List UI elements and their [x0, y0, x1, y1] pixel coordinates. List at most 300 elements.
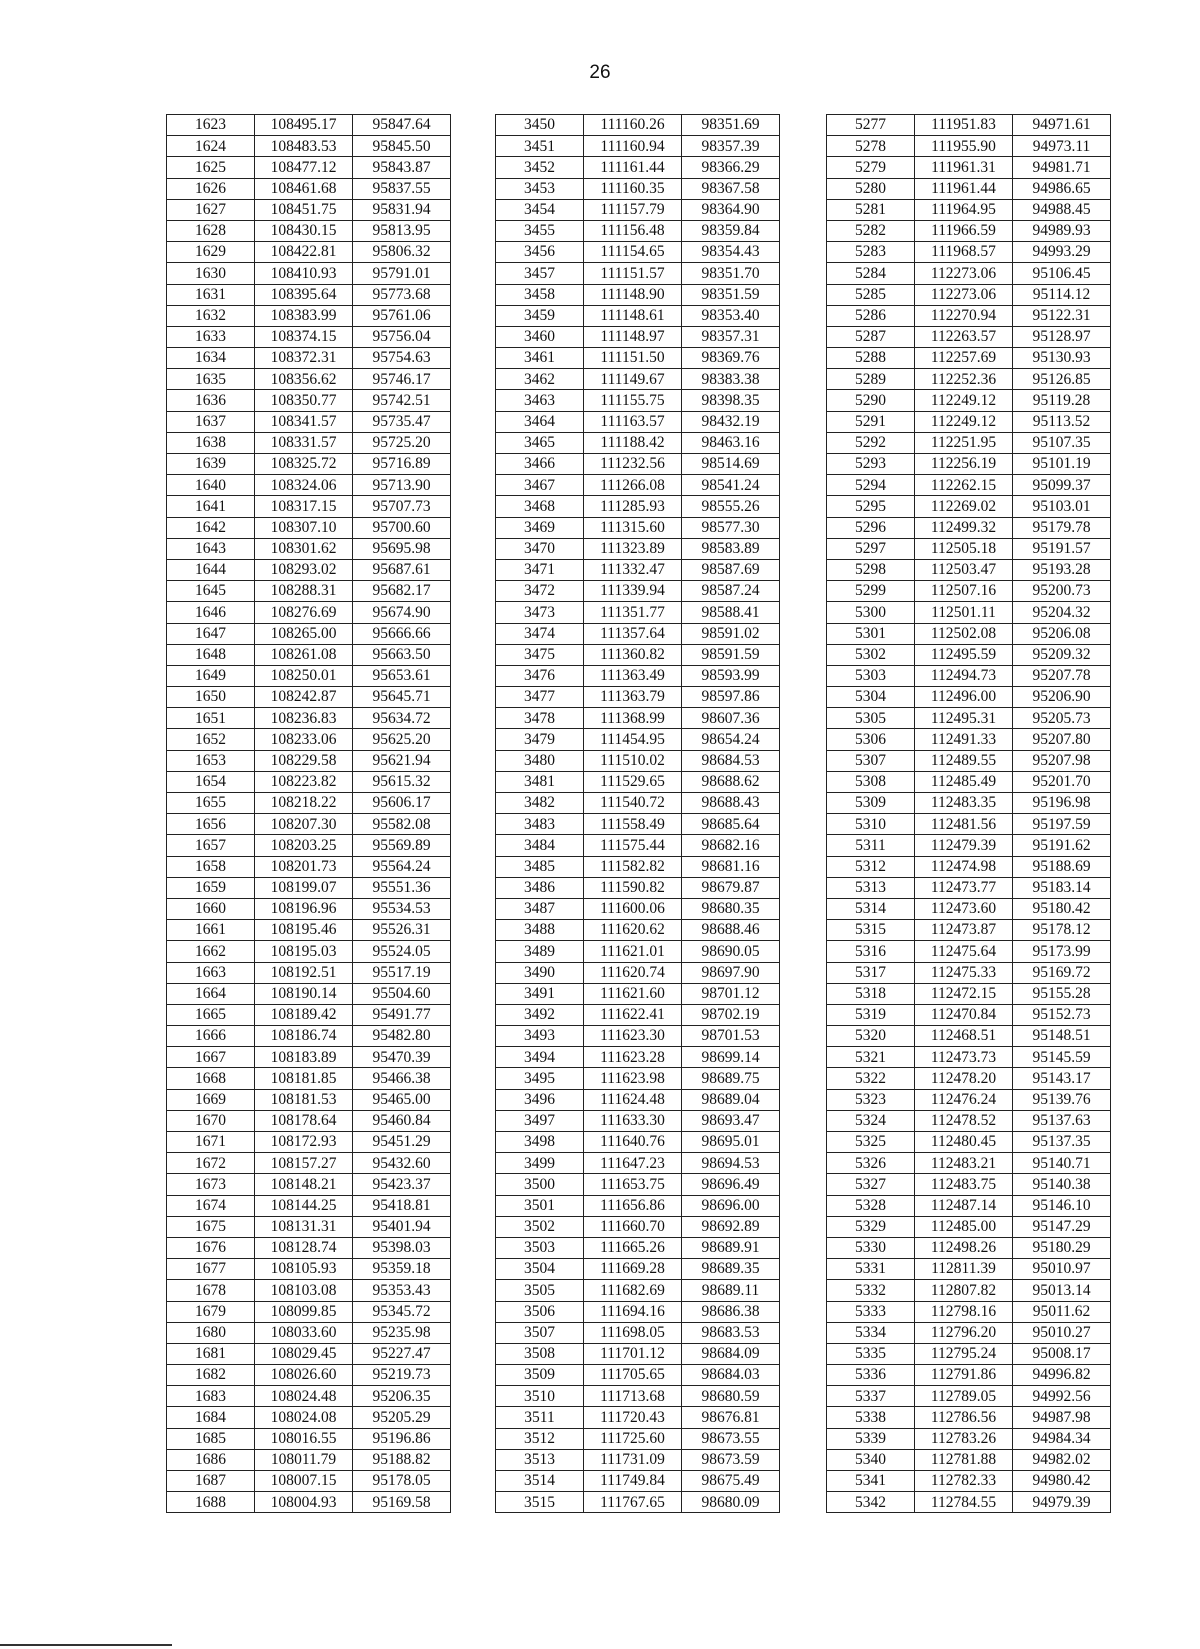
- table-row: [496, 1492, 780, 1513]
- point-number-cell: 1664: [167, 983, 255, 1004]
- point-number-cell: 1685: [167, 1428, 255, 1449]
- table-row: [496, 538, 780, 559]
- x-coordinate-cell: 108223.82: [255, 771, 353, 792]
- x-coordinate-cell: 112473.77: [915, 877, 1013, 898]
- y-coordinate-cell: 95837.55: [353, 178, 451, 199]
- point-number-cell: 5315: [827, 920, 915, 941]
- x-coordinate-cell: 108495.17: [255, 115, 353, 136]
- table-row: [167, 623, 451, 644]
- y-coordinate-cell: 95645.71: [353, 687, 451, 708]
- table-row: [496, 454, 780, 475]
- x-coordinate-cell: 111357.64: [584, 623, 682, 644]
- table-row: [496, 1153, 780, 1174]
- table-row: [167, 1216, 451, 1237]
- table-row: [496, 920, 780, 941]
- table-row: [167, 750, 451, 771]
- y-coordinate-cell: 95114.12: [1013, 284, 1111, 305]
- table-row: [827, 729, 1111, 750]
- x-coordinate-cell: 108186.74: [255, 1026, 353, 1047]
- x-coordinate-cell: 111315.60: [584, 517, 682, 538]
- table-row: [827, 1153, 1111, 1174]
- y-coordinate-cell: 98673.55: [682, 1428, 780, 1449]
- y-coordinate-cell: 95418.81: [353, 1195, 451, 1216]
- point-number-cell: 3460: [496, 326, 584, 347]
- y-coordinate-cell: 95205.73: [1013, 708, 1111, 729]
- table-row: [167, 962, 451, 983]
- y-coordinate-cell: 95504.60: [353, 983, 451, 1004]
- y-coordinate-cell: 95128.97: [1013, 326, 1111, 347]
- x-coordinate-cell: 112487.14: [915, 1195, 1013, 1216]
- y-coordinate-cell: 95145.59: [1013, 1047, 1111, 1068]
- table-row: [167, 877, 451, 898]
- x-coordinate-cell: 111590.82: [584, 877, 682, 898]
- x-coordinate-cell: 111767.65: [584, 1492, 682, 1513]
- table-row: [496, 390, 780, 411]
- y-coordinate-cell: 95200.73: [1013, 581, 1111, 602]
- point-number-cell: 5321: [827, 1047, 915, 1068]
- table-row: [496, 284, 780, 305]
- point-number-cell: 1674: [167, 1195, 255, 1216]
- y-coordinate-cell: 95107.35: [1013, 432, 1111, 453]
- y-coordinate-cell: 95146.10: [1013, 1195, 1111, 1216]
- y-coordinate-cell: 95178.12: [1013, 920, 1111, 941]
- x-coordinate-cell: 108331.57: [255, 432, 353, 453]
- table-row: [827, 1301, 1111, 1322]
- x-coordinate-cell: 112483.21: [915, 1153, 1013, 1174]
- point-number-cell: 3478: [496, 708, 584, 729]
- x-coordinate-cell: 111660.70: [584, 1216, 682, 1237]
- point-number-cell: 3470: [496, 538, 584, 559]
- y-coordinate-cell: 98686.38: [682, 1301, 780, 1322]
- x-coordinate-cell: 108178.64: [255, 1110, 353, 1131]
- point-number-cell: 1634: [167, 348, 255, 369]
- y-coordinate-cell: 95148.51: [1013, 1026, 1111, 1047]
- point-number-cell: 5294: [827, 475, 915, 496]
- y-coordinate-cell: 95746.17: [353, 369, 451, 390]
- y-coordinate-cell: 94989.93: [1013, 220, 1111, 241]
- x-coordinate-cell: 111157.79: [584, 199, 682, 220]
- y-coordinate-cell: 98679.87: [682, 877, 780, 898]
- x-coordinate-cell: 108395.64: [255, 284, 353, 305]
- point-number-cell: 5284: [827, 263, 915, 284]
- table-row: [496, 411, 780, 432]
- table-row: [496, 793, 780, 814]
- table-row: [167, 220, 451, 241]
- point-number-cell: 5303: [827, 665, 915, 686]
- point-number-cell: 3475: [496, 644, 584, 665]
- table-row: [827, 220, 1111, 241]
- x-coordinate-cell: 108203.25: [255, 835, 353, 856]
- y-coordinate-cell: 95606.17: [353, 793, 451, 814]
- y-coordinate-cell: 95219.73: [353, 1365, 451, 1386]
- x-coordinate-cell: 111454.95: [584, 729, 682, 750]
- y-coordinate-cell: 98357.31: [682, 326, 780, 347]
- y-coordinate-cell: 95137.63: [1013, 1110, 1111, 1131]
- point-number-cell: 3482: [496, 793, 584, 814]
- x-coordinate-cell: 112270.94: [915, 305, 1013, 326]
- x-coordinate-cell: 111964.95: [915, 199, 1013, 220]
- table-row: [167, 1365, 451, 1386]
- y-coordinate-cell: 95398.03: [353, 1237, 451, 1258]
- point-number-cell: 3511: [496, 1407, 584, 1428]
- y-coordinate-cell: 95140.71: [1013, 1153, 1111, 1174]
- x-coordinate-cell: 112485.00: [915, 1216, 1013, 1237]
- point-number-cell: 5335: [827, 1343, 915, 1364]
- y-coordinate-cell: 95099.37: [1013, 475, 1111, 496]
- y-coordinate-cell: 95582.08: [353, 814, 451, 835]
- point-number-cell: 5301: [827, 623, 915, 644]
- y-coordinate-cell: 98701.12: [682, 983, 780, 1004]
- point-number-cell: 5280: [827, 178, 915, 199]
- x-coordinate-cell: 112501.11: [915, 602, 1013, 623]
- x-coordinate-cell: 112251.95: [915, 432, 1013, 453]
- table-row: [496, 1068, 780, 1089]
- y-coordinate-cell: 94986.65: [1013, 178, 1111, 199]
- y-coordinate-cell: 98702.19: [682, 1004, 780, 1025]
- x-coordinate-cell: 111620.62: [584, 920, 682, 941]
- x-coordinate-cell: 111558.49: [584, 814, 682, 835]
- y-coordinate-cell: 95169.72: [1013, 962, 1111, 983]
- x-coordinate-cell: 108477.12: [255, 157, 353, 178]
- point-number-cell: 1655: [167, 793, 255, 814]
- x-coordinate-cell: 108172.93: [255, 1132, 353, 1153]
- table-row: [167, 1280, 451, 1301]
- table-row: [167, 1132, 451, 1153]
- point-number-cell: 5323: [827, 1089, 915, 1110]
- y-coordinate-cell: 98587.24: [682, 581, 780, 602]
- x-coordinate-cell: 108192.51: [255, 962, 353, 983]
- point-number-cell: 3514: [496, 1471, 584, 1492]
- point-number-cell: 5342: [827, 1492, 915, 1513]
- y-coordinate-cell: 95140.38: [1013, 1174, 1111, 1195]
- x-coordinate-cell: 111961.44: [915, 178, 1013, 199]
- table-row: [496, 856, 780, 877]
- x-coordinate-cell: 111698.05: [584, 1322, 682, 1343]
- table-row: [167, 1237, 451, 1258]
- y-coordinate-cell: 95101.19: [1013, 454, 1111, 475]
- y-coordinate-cell: 95666.66: [353, 623, 451, 644]
- table-row: [827, 1280, 1111, 1301]
- point-number-cell: 1673: [167, 1174, 255, 1195]
- point-number-cell: 1652: [167, 729, 255, 750]
- x-coordinate-cell: 108016.55: [255, 1428, 353, 1449]
- point-number-cell: 1641: [167, 496, 255, 517]
- x-coordinate-cell: 112795.24: [915, 1343, 1013, 1364]
- y-coordinate-cell: 98353.40: [682, 305, 780, 326]
- point-number-cell: 3452: [496, 157, 584, 178]
- table-row: [167, 687, 451, 708]
- y-coordinate-cell: 95482.80: [353, 1026, 451, 1047]
- table-row: [827, 835, 1111, 856]
- x-coordinate-cell: 112475.64: [915, 941, 1013, 962]
- point-number-cell: 5283: [827, 242, 915, 263]
- point-number-cell: 5302: [827, 644, 915, 665]
- x-coordinate-cell: 112474.98: [915, 856, 1013, 877]
- point-number-cell: 3506: [496, 1301, 584, 1322]
- x-coordinate-cell: 108207.30: [255, 814, 353, 835]
- x-coordinate-cell: 108099.85: [255, 1301, 353, 1322]
- y-coordinate-cell: 95625.20: [353, 729, 451, 750]
- x-coordinate-cell: 112481.56: [915, 814, 1013, 835]
- table-row: [167, 898, 451, 919]
- point-number-cell: 3501: [496, 1195, 584, 1216]
- y-coordinate-cell: 98690.05: [682, 941, 780, 962]
- point-number-cell: 1656: [167, 814, 255, 835]
- table-row: [827, 856, 1111, 877]
- y-coordinate-cell: 95831.94: [353, 199, 451, 220]
- y-coordinate-cell: 95517.19: [353, 962, 451, 983]
- table-row: [167, 1386, 451, 1407]
- point-number-cell: 5295: [827, 496, 915, 517]
- x-coordinate-cell: 108103.08: [255, 1280, 353, 1301]
- y-coordinate-cell: 94981.71: [1013, 157, 1111, 178]
- y-coordinate-cell: 95179.78: [1013, 517, 1111, 538]
- x-coordinate-cell: 111705.65: [584, 1365, 682, 1386]
- table-row: [827, 496, 1111, 517]
- point-number-cell: 3504: [496, 1259, 584, 1280]
- y-coordinate-cell: 95432.60: [353, 1153, 451, 1174]
- y-coordinate-cell: 98591.59: [682, 644, 780, 665]
- point-number-cell: 1671: [167, 1132, 255, 1153]
- y-coordinate-cell: 98689.04: [682, 1089, 780, 1110]
- point-number-cell: 5328: [827, 1195, 915, 1216]
- y-coordinate-cell: 98591.02: [682, 623, 780, 644]
- point-number-cell: 1639: [167, 454, 255, 475]
- point-number-cell: 5333: [827, 1301, 915, 1322]
- point-number-cell: 5291: [827, 411, 915, 432]
- table-row: [167, 496, 451, 517]
- x-coordinate-cell: 111961.31: [915, 157, 1013, 178]
- point-number-cell: 5296: [827, 517, 915, 538]
- x-coordinate-cell: 112489.55: [915, 750, 1013, 771]
- table-row: [827, 771, 1111, 792]
- point-number-cell: 5322: [827, 1068, 915, 1089]
- x-coordinate-cell: 111156.48: [584, 220, 682, 241]
- y-coordinate-cell: 95008.17: [1013, 1343, 1111, 1364]
- y-coordinate-cell: 98689.35: [682, 1259, 780, 1280]
- y-coordinate-cell: 95682.17: [353, 581, 451, 602]
- table-row: [167, 1492, 451, 1513]
- y-coordinate-cell: 98684.53: [682, 750, 780, 771]
- y-coordinate-cell: 95621.94: [353, 750, 451, 771]
- table-row: [827, 411, 1111, 432]
- y-coordinate-cell: 95196.98: [1013, 793, 1111, 814]
- table-row: [827, 1068, 1111, 1089]
- x-coordinate-cell: 108144.25: [255, 1195, 353, 1216]
- point-number-cell: 3485: [496, 856, 584, 877]
- x-coordinate-cell: 111160.35: [584, 178, 682, 199]
- table-row: [827, 242, 1111, 263]
- y-coordinate-cell: 95653.61: [353, 665, 451, 686]
- y-coordinate-cell: 98541.24: [682, 475, 780, 496]
- table-row: [496, 983, 780, 1004]
- table-row: [827, 559, 1111, 580]
- table-row: [496, 1089, 780, 1110]
- point-number-cell: 5308: [827, 771, 915, 792]
- point-number-cell: 3473: [496, 602, 584, 623]
- point-number-cell: 3498: [496, 1132, 584, 1153]
- y-coordinate-cell: 95843.87: [353, 157, 451, 178]
- y-coordinate-cell: 95180.42: [1013, 898, 1111, 919]
- x-coordinate-cell: 108288.31: [255, 581, 353, 602]
- x-coordinate-cell: 112263.57: [915, 326, 1013, 347]
- y-coordinate-cell: 98683.53: [682, 1322, 780, 1343]
- table-row: [167, 538, 451, 559]
- y-coordinate-cell: 95460.84: [353, 1110, 451, 1131]
- table-row: [167, 1449, 451, 1470]
- x-coordinate-cell: 111622.41: [584, 1004, 682, 1025]
- x-coordinate-cell: 108201.73: [255, 856, 353, 877]
- y-coordinate-cell: 95634.72: [353, 708, 451, 729]
- point-number-cell: 5292: [827, 432, 915, 453]
- x-coordinate-cell: 111640.76: [584, 1132, 682, 1153]
- y-coordinate-cell: 98432.19: [682, 411, 780, 432]
- point-number-cell: 3495: [496, 1068, 584, 1089]
- table-row: [496, 475, 780, 496]
- table-row: [167, 793, 451, 814]
- y-coordinate-cell: 98351.59: [682, 284, 780, 305]
- table-row: [167, 644, 451, 665]
- x-coordinate-cell: 112478.20: [915, 1068, 1013, 1089]
- x-coordinate-cell: 108218.22: [255, 793, 353, 814]
- point-number-cell: 3457: [496, 263, 584, 284]
- y-coordinate-cell: 95534.53: [353, 898, 451, 919]
- y-coordinate-cell: 95169.58: [353, 1492, 451, 1513]
- point-number-cell: 1687: [167, 1471, 255, 1492]
- point-number-cell: 5336: [827, 1365, 915, 1386]
- y-coordinate-cell: 98366.29: [682, 157, 780, 178]
- x-coordinate-cell: 108483.53: [255, 136, 353, 157]
- y-coordinate-cell: 98607.36: [682, 708, 780, 729]
- table-row: [827, 687, 1111, 708]
- y-coordinate-cell: 98689.91: [682, 1237, 780, 1258]
- table-row: [496, 559, 780, 580]
- x-coordinate-cell: 108317.15: [255, 496, 353, 517]
- x-coordinate-cell: 112811.39: [915, 1259, 1013, 1280]
- table-row: [496, 602, 780, 623]
- table-row: [496, 835, 780, 856]
- table-row: [167, 1089, 451, 1110]
- x-coordinate-cell: 112249.12: [915, 411, 1013, 432]
- x-coordinate-cell: 111633.30: [584, 1110, 682, 1131]
- x-coordinate-cell: 108325.72: [255, 454, 353, 475]
- y-coordinate-cell: 98463.16: [682, 432, 780, 453]
- table-row: [167, 284, 451, 305]
- y-coordinate-cell: 98681.16: [682, 856, 780, 877]
- y-coordinate-cell: 98398.35: [682, 390, 780, 411]
- point-number-cell: 3472: [496, 581, 584, 602]
- point-number-cell: 1653: [167, 750, 255, 771]
- x-coordinate-cell: 108250.01: [255, 665, 353, 686]
- y-coordinate-cell: 95122.31: [1013, 305, 1111, 326]
- point-number-cell: 5277: [827, 115, 915, 136]
- x-coordinate-cell: 108024.48: [255, 1386, 353, 1407]
- table-row: [167, 475, 451, 496]
- table-row: [496, 496, 780, 517]
- point-number-cell: 5279: [827, 157, 915, 178]
- y-coordinate-cell: 95423.37: [353, 1174, 451, 1195]
- point-number-cell: 5327: [827, 1174, 915, 1195]
- table-row: [496, 1365, 780, 1386]
- x-coordinate-cell: 111160.26: [584, 115, 682, 136]
- point-number-cell: 3494: [496, 1047, 584, 1068]
- x-coordinate-cell: 108301.62: [255, 538, 353, 559]
- y-coordinate-cell: 98694.53: [682, 1153, 780, 1174]
- table-row: [167, 602, 451, 623]
- point-number-cell: 5332: [827, 1280, 915, 1301]
- y-coordinate-cell: 98675.49: [682, 1471, 780, 1492]
- point-number-cell: 3466: [496, 454, 584, 475]
- x-coordinate-cell: 111351.77: [584, 602, 682, 623]
- y-coordinate-cell: 95845.50: [353, 136, 451, 157]
- y-coordinate-cell: 95674.90: [353, 602, 451, 623]
- y-coordinate-cell: 95155.28: [1013, 983, 1111, 1004]
- x-coordinate-cell: 112499.32: [915, 517, 1013, 538]
- y-coordinate-cell: 95206.35: [353, 1386, 451, 1407]
- table-row: [827, 538, 1111, 559]
- y-coordinate-cell: 98682.16: [682, 835, 780, 856]
- point-number-cell: 1668: [167, 1068, 255, 1089]
- x-coordinate-cell: 111360.82: [584, 644, 682, 665]
- x-coordinate-cell: 111151.57: [584, 263, 682, 284]
- coordinates-table-3: [826, 114, 1111, 1513]
- point-number-cell: 5299: [827, 581, 915, 602]
- table-row: [496, 623, 780, 644]
- point-number-cell: 1675: [167, 1216, 255, 1237]
- table-row: [827, 1365, 1111, 1386]
- y-coordinate-cell: 95197.59: [1013, 814, 1111, 835]
- x-coordinate-cell: 111151.50: [584, 348, 682, 369]
- table-row: [167, 517, 451, 538]
- point-number-cell: 3508: [496, 1343, 584, 1364]
- x-coordinate-cell: 111623.30: [584, 1026, 682, 1047]
- y-coordinate-cell: 95119.28: [1013, 390, 1111, 411]
- x-coordinate-cell: 108195.03: [255, 941, 353, 962]
- point-number-cell: 1627: [167, 199, 255, 220]
- x-coordinate-cell: 112468.51: [915, 1026, 1013, 1047]
- x-coordinate-cell: 112495.59: [915, 644, 1013, 665]
- table-row: [167, 1068, 451, 1089]
- y-coordinate-cell: 95139.76: [1013, 1089, 1111, 1110]
- point-number-cell: 1660: [167, 898, 255, 919]
- y-coordinate-cell: 98695.01: [682, 1132, 780, 1153]
- table-row: [827, 517, 1111, 538]
- table-row: [827, 475, 1111, 496]
- point-number-cell: 3497: [496, 1110, 584, 1131]
- table-row: [496, 1428, 780, 1449]
- x-coordinate-cell: 108307.10: [255, 517, 353, 538]
- table-row: [827, 1322, 1111, 1343]
- x-coordinate-cell: 111713.68: [584, 1386, 682, 1407]
- x-coordinate-cell: 111582.82: [584, 856, 682, 877]
- y-coordinate-cell: 98351.70: [682, 263, 780, 284]
- table-row: [167, 454, 451, 475]
- y-coordinate-cell: 95191.62: [1013, 835, 1111, 856]
- x-coordinate-cell: 112491.33: [915, 729, 1013, 750]
- point-number-cell: 5281: [827, 199, 915, 220]
- point-number-cell: 1669: [167, 1089, 255, 1110]
- table-row: [167, 390, 451, 411]
- table-row: [167, 814, 451, 835]
- y-coordinate-cell: 94984.34: [1013, 1428, 1111, 1449]
- table-row: [827, 708, 1111, 729]
- x-coordinate-cell: 108383.99: [255, 305, 353, 326]
- point-number-cell: 5304: [827, 687, 915, 708]
- table-row: [167, 1174, 451, 1195]
- point-number-cell: 5290: [827, 390, 915, 411]
- point-number-cell: 3493: [496, 1026, 584, 1047]
- point-number-cell: 1630: [167, 263, 255, 284]
